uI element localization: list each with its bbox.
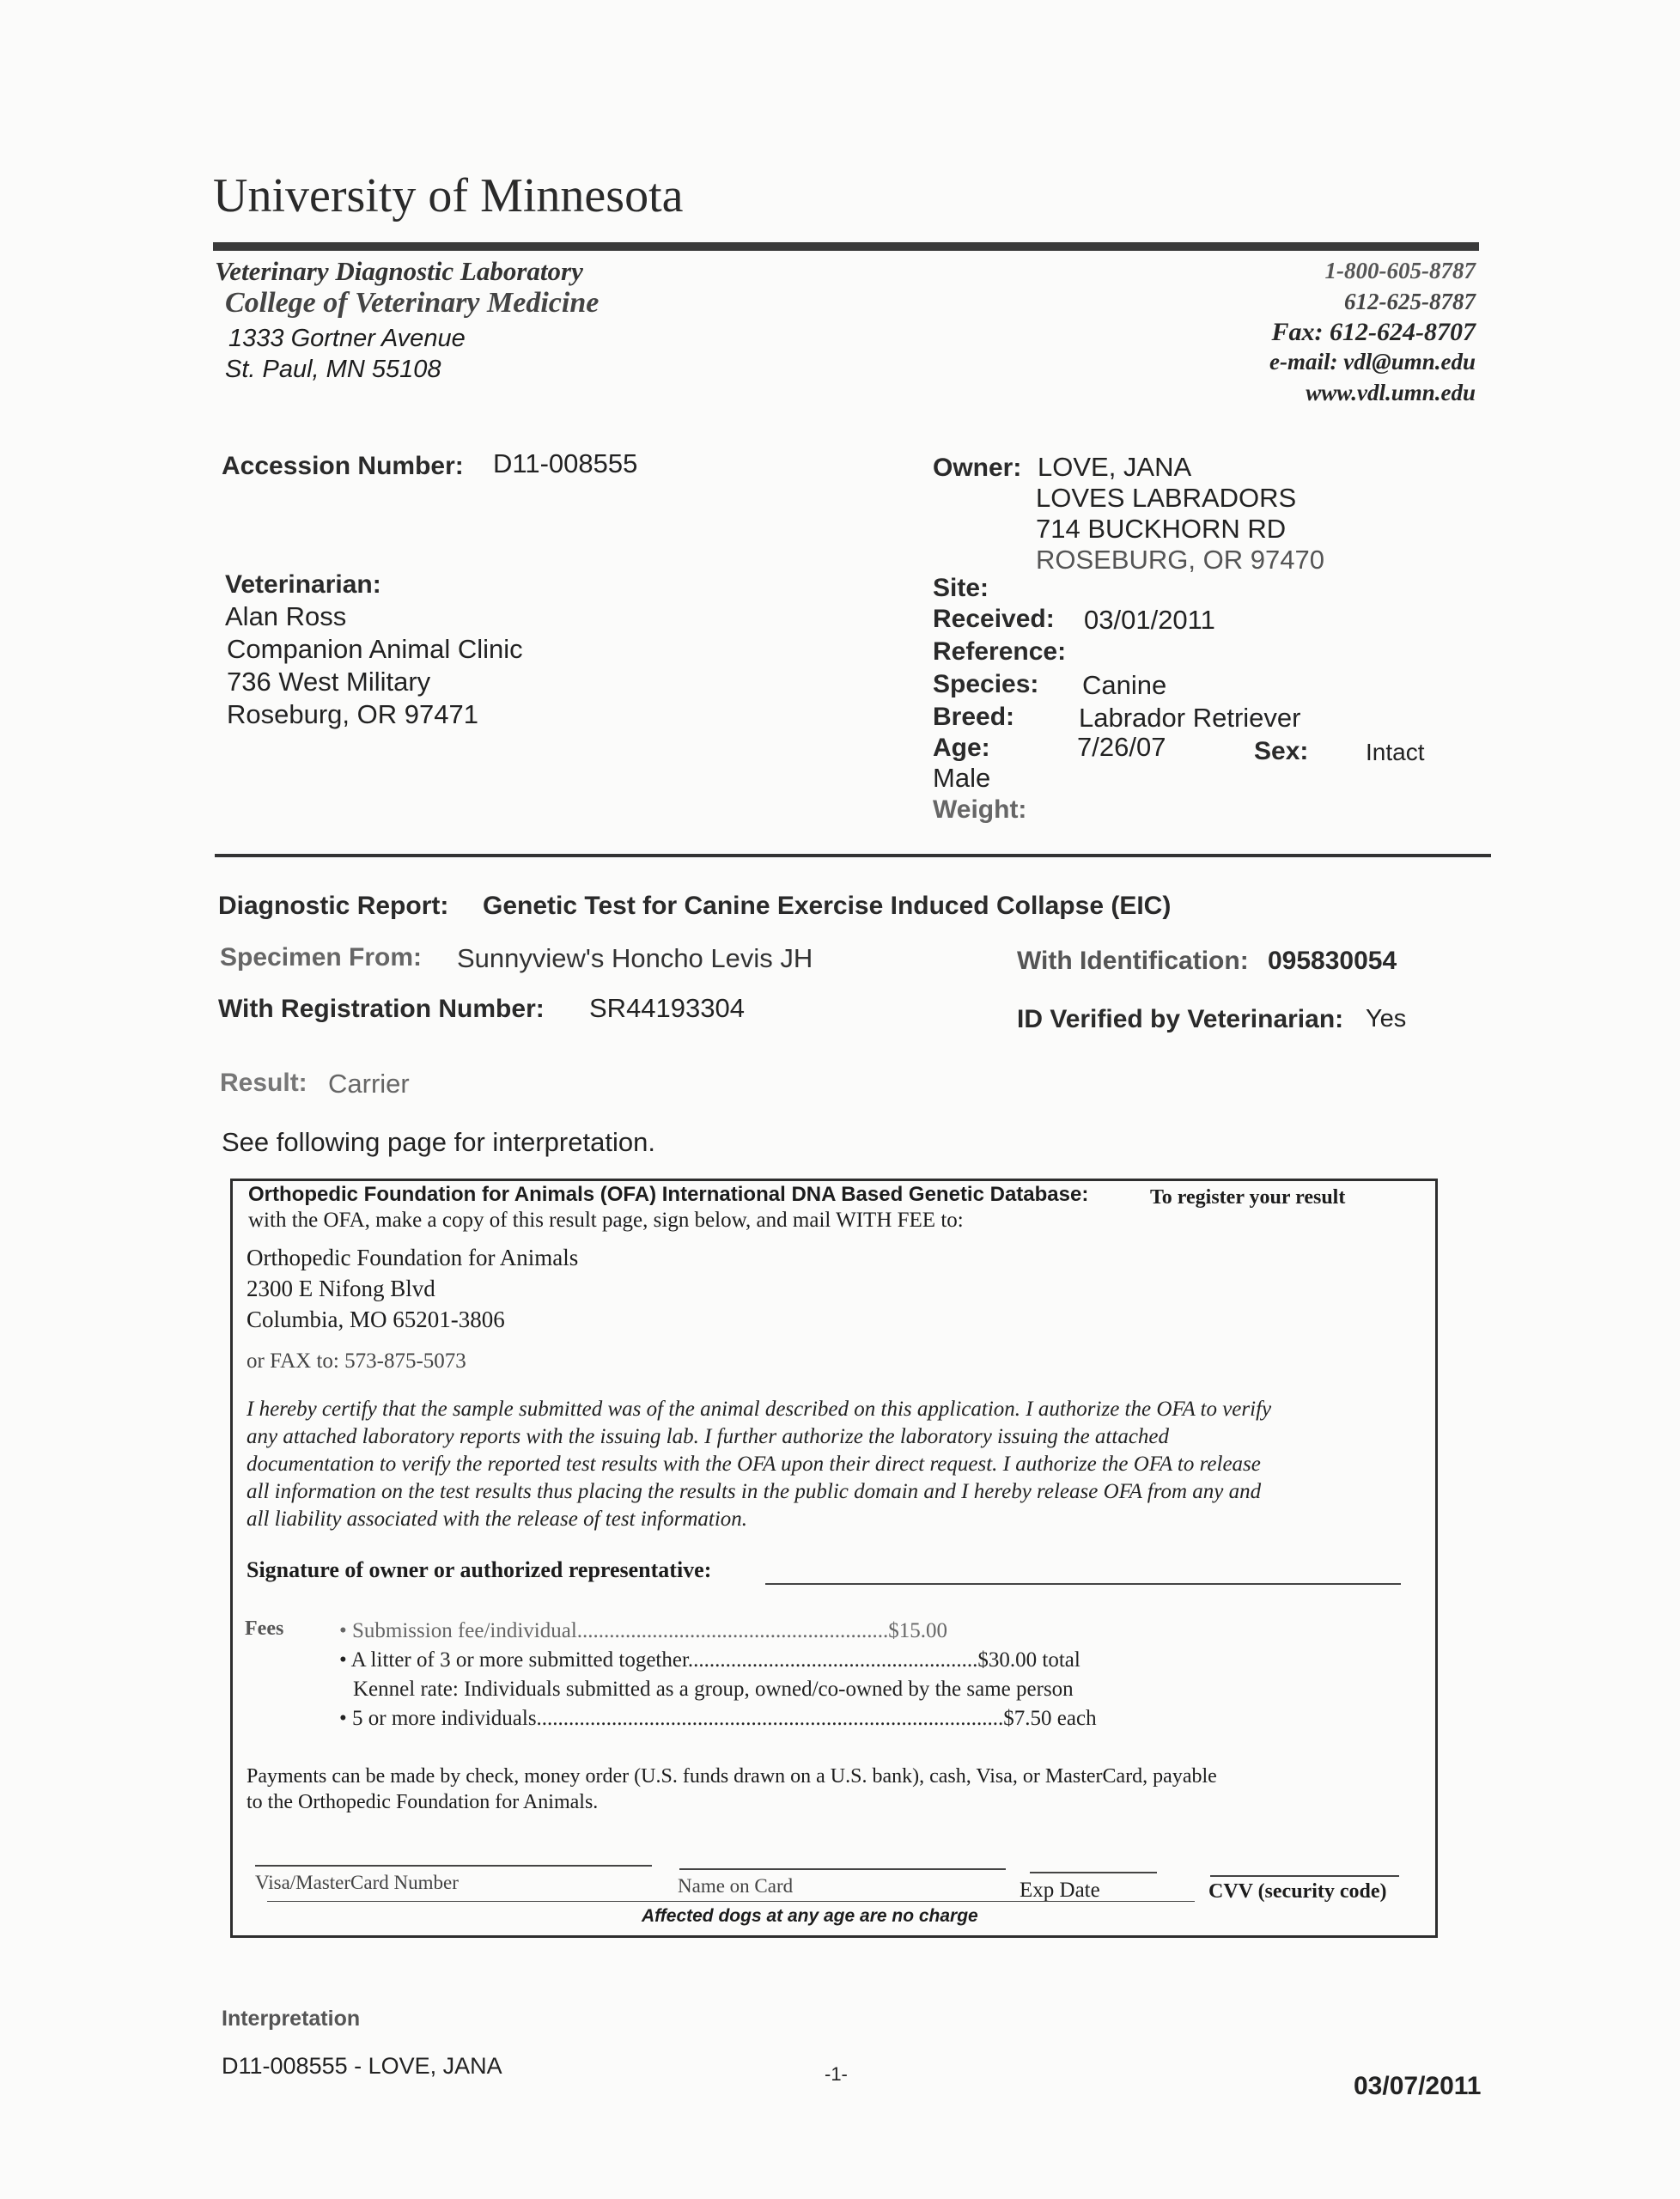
fee-five-or-more: • 5 or more individuals.......................................................................................$7.50 each xyxy=(339,1707,1097,1730)
species-label: Species: xyxy=(933,670,1039,698)
payments-line-2: to the Orthopedic Foundation for Animals. xyxy=(247,1791,599,1813)
section-divider xyxy=(215,854,1491,857)
owner-street: 714 BUCKHORN RD xyxy=(1036,514,1287,544)
registration-label: With Registration Number: xyxy=(218,995,545,1023)
breed-value: Labrador Retriever xyxy=(1079,703,1301,733)
ofa-address-name: Orthopedic Foundation for Animals xyxy=(247,1245,579,1270)
phone-tollfree: 1-800-605-8787 xyxy=(1324,258,1476,283)
sex-label: Sex: xyxy=(1254,737,1309,765)
ofa-address-street: 2300 E Nifong Blvd xyxy=(247,1276,435,1301)
owner-business: LOVES LABRADORS xyxy=(1036,483,1297,513)
lab-street: 1333 Gortner Avenue xyxy=(228,325,466,352)
weight-label: Weight: xyxy=(933,795,1027,824)
veterinarian-label: Veterinarian: xyxy=(225,570,381,599)
age-value: 7/26/07 xyxy=(1077,732,1166,762)
ofa-heading: Orthopedic Foundation for Animals (OFA) International DNA Based Genetic Database: xyxy=(248,1183,1089,1206)
certify-line-4: all information on the test results thus placing the results in the public domain and I hereby release OFA from any and xyxy=(247,1480,1262,1503)
cvv-line[interactable] xyxy=(1210,1875,1399,1877)
verified-label: ID Verified by Veterinarian: xyxy=(1017,1005,1344,1033)
college-name: College of Veterinary Medicine xyxy=(225,287,600,319)
phone-local: 612-625-8787 xyxy=(1344,289,1476,314)
received-label: Received: xyxy=(933,605,1055,633)
fees-label: Fees xyxy=(245,1617,284,1640)
specimen-name: Sunnyview's Honcho Levis JH xyxy=(457,943,813,973)
identification-label: With Identification: xyxy=(1017,947,1249,975)
cvv-label: CVV (security code) xyxy=(1208,1880,1387,1903)
lab-name: Veterinary Diagnostic Laboratory xyxy=(215,256,583,286)
header-rule xyxy=(213,242,1479,251)
fee-litter: • A litter of 3 or more submitted together......................................................$30.00 total xyxy=(339,1648,1080,1672)
owner-name: LOVE, JANA xyxy=(1038,452,1192,482)
footer-page-number: -1- xyxy=(825,2063,848,2085)
species-value: Canine xyxy=(1082,670,1167,700)
ofa-fax: or FAX to: 573-875-5073 xyxy=(247,1349,466,1373)
vet-clinic: Companion Animal Clinic xyxy=(227,634,523,664)
report-title: Genetic Test for Canine Exercise Induced Collapse (EIC) xyxy=(483,892,1172,920)
card-number-line[interactable] xyxy=(255,1865,652,1867)
vet-name: Alan Ross xyxy=(225,601,347,631)
ofa-heading-cont: To register your result xyxy=(1150,1186,1346,1209)
fax-number: Fax: 612-624-8707 xyxy=(1271,318,1476,346)
university-title: University of Minnesota xyxy=(213,169,684,222)
sex-value: Intact xyxy=(1366,739,1425,765)
payments-line-1: Payments can be made by check, money order (U.S. funds drawn on a U.S. bank), cash, Visa, or MasterCard, payable xyxy=(247,1765,1217,1788)
interpretation-heading: Interpretation xyxy=(222,2007,361,2031)
identification-value: 095830054 xyxy=(1268,947,1397,975)
owner-label: Owner: xyxy=(933,454,1022,482)
lab-city: St. Paul, MN 55108 xyxy=(225,356,441,383)
fee-submission: • Submission fee/individual..........................................................$15.00 xyxy=(339,1619,948,1642)
signature-label: Signature of owner or authorized representative: xyxy=(247,1557,712,1582)
exp-date-label: Exp Date xyxy=(1020,1879,1100,1902)
breed-label: Breed: xyxy=(933,703,1015,731)
footer-accession-owner: D11-008555 - LOVE, JANA xyxy=(222,2053,502,2079)
website: www.vdl.umn.edu xyxy=(1306,380,1476,405)
signature-line[interactable] xyxy=(765,1583,1401,1585)
specimen-label: Specimen From: xyxy=(220,943,423,972)
age-label: Age: xyxy=(933,734,990,762)
accession-number: D11-008555 xyxy=(493,448,638,478)
name-on-card-line[interactable] xyxy=(679,1868,1006,1870)
received-date: 03/01/2011 xyxy=(1084,605,1215,635)
affected-note: Affected dogs at any age are no charge xyxy=(642,1906,978,1926)
see-following-note: See following page for interpretation. xyxy=(222,1127,655,1157)
verified-value: Yes xyxy=(1366,1005,1407,1032)
vet-city: Roseburg, OR 97471 xyxy=(227,699,478,729)
name-on-card-label: Name on Card xyxy=(678,1875,794,1897)
fee-kennel-rate: Kennel rate: Individuals submitted as a group, owned/co-owned by the same person xyxy=(353,1678,1074,1701)
ofa-instructions: with the OFA, make a copy of this result page, sign below, and mail WITH FEE to: xyxy=(248,1209,964,1232)
footer-date: 03/07/2011 xyxy=(1354,2072,1482,2100)
result-label: Result: xyxy=(220,1069,307,1097)
certify-line-5: all liability associated with the release of test information. xyxy=(247,1508,748,1531)
ofa-registration-box xyxy=(230,1179,1438,1938)
report-label: Diagnostic Report: xyxy=(218,892,449,920)
site-label: Site: xyxy=(933,574,989,602)
registration-number: SR44193304 xyxy=(589,993,745,1023)
certify-line-2: any attached laboratory reports with the issuing lab. I further authorize the laboratory issuing the attached xyxy=(247,1425,1170,1448)
ofa-address-city: Columbia, MO 65201-3806 xyxy=(247,1307,505,1332)
reference-label: Reference: xyxy=(933,637,1067,666)
vet-street: 736 West Military xyxy=(227,667,431,697)
email-address: e-mail: vdl@umn.edu xyxy=(1269,349,1476,375)
affected-rule xyxy=(267,1901,1195,1902)
certify-line-1: I hereby certify that the sample submitted was of the animal described on this application. I authorize the OFA to verify xyxy=(247,1398,1272,1421)
accession-label: Accession Number: xyxy=(222,452,464,480)
result-value: Carrier xyxy=(328,1069,410,1099)
owner-city: ROSEBURG, OR 97470 xyxy=(1036,545,1324,575)
sex-value-cont: Male xyxy=(933,763,991,793)
card-number-label: Visa/MasterCard Number xyxy=(255,1872,459,1893)
certify-line-3: documentation to verify the reported test results with the OFA upon their direct request. I authorize the OFA to release xyxy=(247,1453,1261,1476)
exp-date-line[interactable] xyxy=(1030,1872,1157,1873)
